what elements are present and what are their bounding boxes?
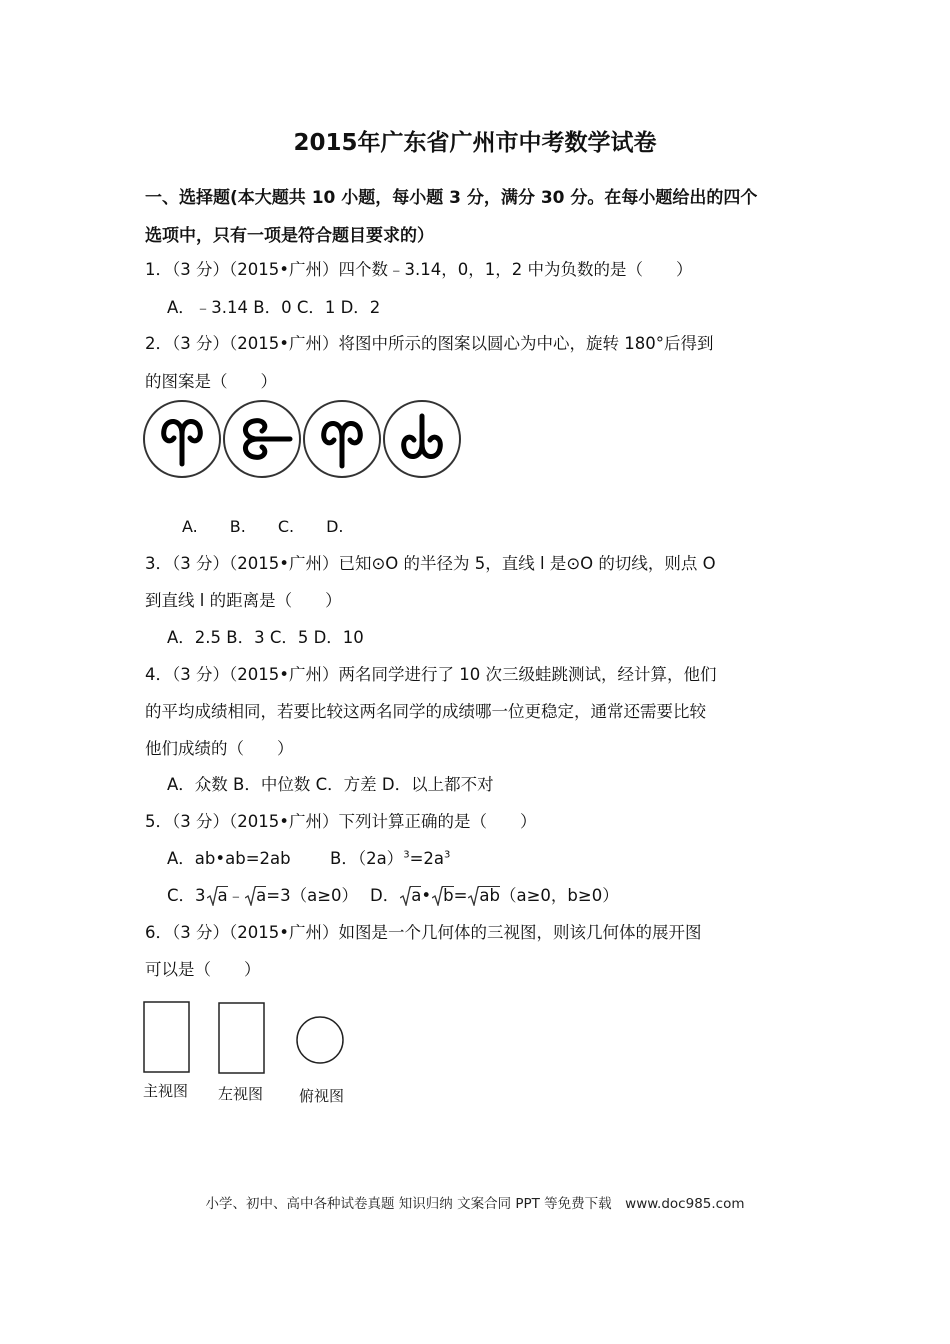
page-title: 2015年广东省广州市中考数学试卷 bbox=[293, 130, 657, 156]
sqrt-symbol: a bbox=[207, 886, 228, 905]
q4-stem-line1: 4．（3 分）（2015•广州）两名同学进行了 10 次三级蛙跳测试，经计算，他们 bbox=[145, 665, 717, 684]
q6-stem-line1: 6．（3 分）（2015•广州）如图是一个几何体的三视图，则该几何体的展开图 bbox=[145, 923, 702, 942]
q2-stem-line2: 的图案是（ ） bbox=[145, 372, 277, 391]
q1-stem: 1．（3 分）（2015•广州）四个数﹣3.14，0，1，2 中为负数的是（ ） bbox=[145, 260, 693, 279]
left-view-label: 左视图 bbox=[218, 1085, 264, 1103]
q5-option-d: D． a• b= ab（a≥0，b≥0） bbox=[370, 886, 619, 905]
sqrt-symbol: ab bbox=[468, 886, 500, 905]
top-view-circle bbox=[297, 1017, 343, 1063]
q3-stem-line1: 3．（3 分）（2015•广州）已知⊙O 的半径为 5，直线 l 是⊙O 的切线，则点 O bbox=[145, 554, 716, 573]
front-view-label: 主视图 bbox=[143, 1082, 189, 1100]
q2-figure-d bbox=[384, 401, 460, 477]
left-view-rect bbox=[219, 1003, 264, 1073]
q4-stem-line2: 的平均成绩相同，若要比较这两名同学的成绩哪一位更稳定，通常还需要比较 bbox=[145, 702, 706, 721]
section-heading-line2: 选项中，只有一项是符合题目要求的） bbox=[145, 226, 434, 246]
sqrt-symbol: b bbox=[432, 886, 453, 905]
front-view-rect bbox=[144, 1002, 189, 1072]
q2-figure-c bbox=[304, 401, 380, 477]
page-footer: 小学、初中、高中各种试卷真题 知识归纳 文案合同 PPT 等免费下载 www.doc985.com bbox=[205, 1196, 745, 1212]
top-view-label: 俯视图 bbox=[299, 1087, 345, 1105]
q2-options: A. B. C. D. bbox=[182, 517, 344, 536]
q3-stem-line2: 到直线 l 的距离是（ ） bbox=[145, 591, 342, 610]
section-heading-line1: 一、选择题(本大题共 10 小题，每小题 3 分，满分 30 分。在每小题给出的四个 bbox=[145, 188, 758, 208]
q4-options: A．众数 B．中位数 C．方差 D．以上都不对 bbox=[167, 775, 494, 794]
q2-figure-b bbox=[224, 401, 300, 477]
q5-option-c: C．3 a﹣ a=3（a≥0） bbox=[167, 886, 359, 905]
q1-options: A．﹣3.14 B．0 C．1 D．2 bbox=[167, 298, 381, 317]
q5-option-b: B．$(2a)^3=2a^3$ bbox=[330, 849, 451, 868]
q2-figure-a bbox=[144, 401, 220, 477]
q3-options: A．2.5 B．3 C．5 D．10 bbox=[167, 628, 364, 647]
q6-stem-line2: 可以是（ ） bbox=[145, 960, 261, 979]
sqrt-symbol: a bbox=[245, 886, 266, 905]
sqrt-symbol: a bbox=[400, 886, 421, 905]
q2-stem-line1: 2．（3 分）（2015•广州）将图中所示的图案以圆心为中心，旋转 180°后得到 bbox=[145, 334, 714, 353]
q4-stem-line3: 他们成绩的（ ） bbox=[145, 739, 294, 758]
q2-pattern-figures bbox=[140, 398, 465, 482]
q5-option-a: A．ab•ab=2ab bbox=[167, 849, 291, 868]
three-view-figures bbox=[140, 995, 355, 1080]
q5-stem: 5．（3 分）（2015•广州）下列计算正确的是（ ） bbox=[145, 812, 537, 831]
